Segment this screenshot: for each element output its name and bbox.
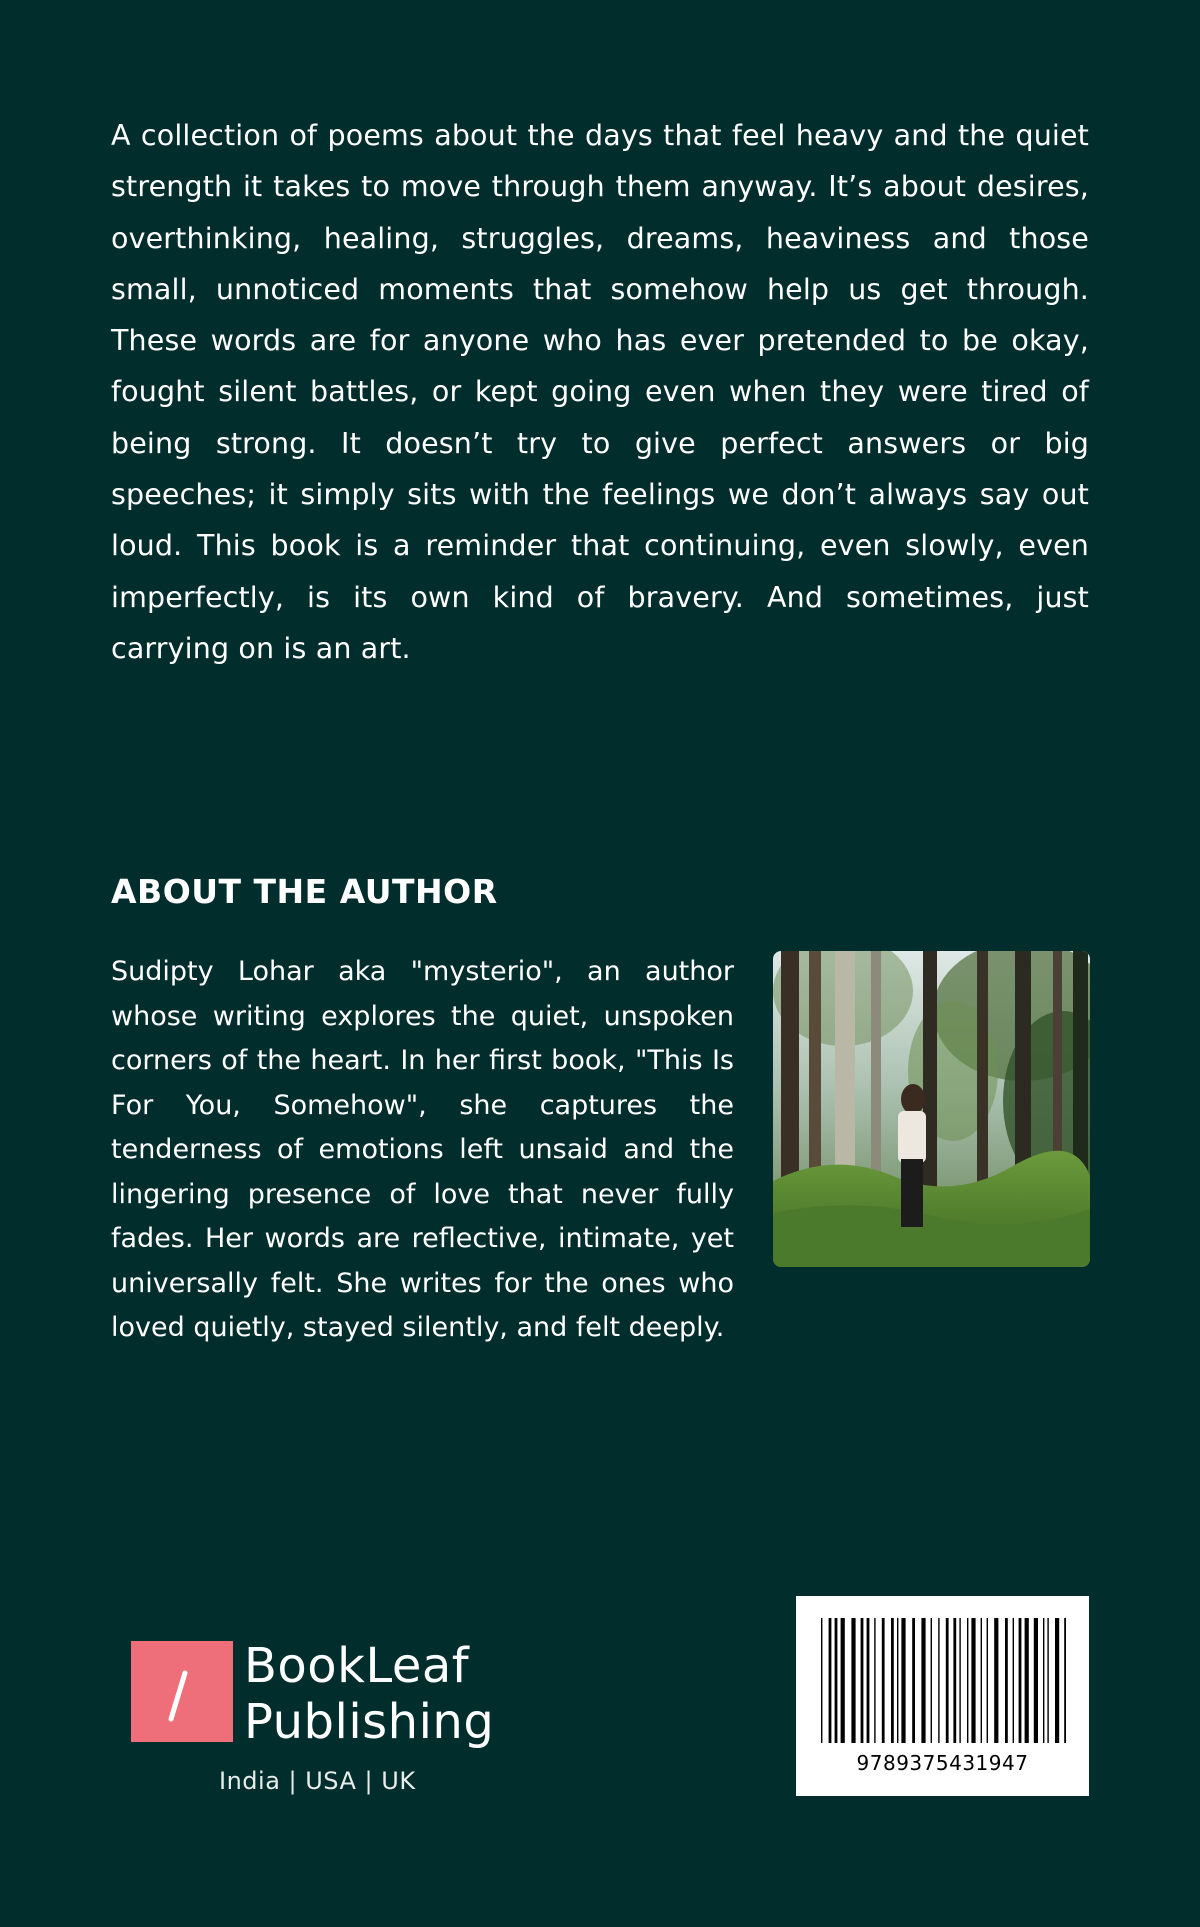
about-the-author-heading: ABOUT THE AUTHOR [111, 872, 498, 911]
barcode-bar [861, 1618, 864, 1743]
barcode-bar [946, 1618, 949, 1743]
barcode-bar [994, 1618, 998, 1743]
barcode-bar [971, 1618, 975, 1743]
barcode-bar [953, 1618, 956, 1743]
barcode-bar [835, 1618, 838, 1743]
publisher-regions: India | USA | UK [219, 1767, 416, 1795]
isbn-number: 9789375431947 [856, 1751, 1029, 1775]
author-bio: Sudipty Lohar aka "mysterio", an author whose writing explores the quiet, unspoken corners of the heart. In her first book, "This Is For You, Somehow", she captures the tenderness of emotions left unsaid and the lingering presence of love that never fully fades. Her words are reflective, intimate, yet universally felt. She writes for the ones who loved quietly, stayed silently, and felt deeply. [111, 956, 734, 1343]
barcode-bar [981, 1618, 982, 1743]
barcode-bar [901, 1618, 905, 1743]
barcode-bar [829, 1618, 832, 1743]
barcode-bar [1005, 1618, 1008, 1743]
barcode-bar [867, 1618, 870, 1743]
bookleaf-publishing-logo [131, 1638, 551, 1798]
barcode-bar [1034, 1618, 1038, 1743]
barcode-bar [1055, 1618, 1059, 1743]
barcode-bar [1047, 1618, 1048, 1743]
publisher-name-line1: BookLeaf [244, 1638, 470, 1694]
logo-mark [131, 1641, 233, 1742]
author-photo [773, 951, 1090, 1267]
barcode-bar [912, 1618, 915, 1743]
publisher-name [244, 1638, 494, 1750]
book-blurb: A collection of poems about the days that feel heavy and the quiet strength it takes to move through them anyway. It’s about desires, overthinking, healing, struggles, dreams, heaviness and those small, unnoticed moments that somehow help us get through. These words are for anyone who has ever pretended to be okay, fought silent battles, or kept going even when they were tired of being strong. It doesn’t try to give perfect answers or big speeches; it simply sits with the feelings we don’t always say out loud. This book is a reminder that continuing, even slowly, even imperfectly, is its own kind of bravery. And sometimes, just carrying on is an art. [111, 119, 1089, 665]
barcode-icon [819, 1618, 1066, 1743]
barcode-bar [821, 1618, 822, 1743]
slash-icon [131, 1641, 233, 1742]
barcode-bar [1043, 1618, 1044, 1743]
barcode-bar [938, 1618, 939, 1743]
barcode-bar [841, 1618, 845, 1743]
barcode-bar [891, 1618, 894, 1743]
isbn-barcode [796, 1596, 1089, 1796]
barcode-bar [1064, 1618, 1066, 1743]
barcode-bar [874, 1618, 875, 1743]
barcode-bar [967, 1618, 968, 1743]
barcode-bar [931, 1618, 932, 1743]
barcode-bar [897, 1618, 898, 1743]
barcode-bar [1025, 1618, 1029, 1743]
barcode-bar [987, 1618, 988, 1743]
barcode-bar [1013, 1618, 1014, 1743]
publisher-name-line2: Publishing [244, 1694, 495, 1750]
barcode-bar [1019, 1618, 1022, 1743]
barcode-bar [882, 1618, 885, 1743]
barcode-bar [921, 1618, 925, 1743]
barcode-bar [851, 1618, 855, 1743]
barcode-bar [959, 1618, 960, 1743]
